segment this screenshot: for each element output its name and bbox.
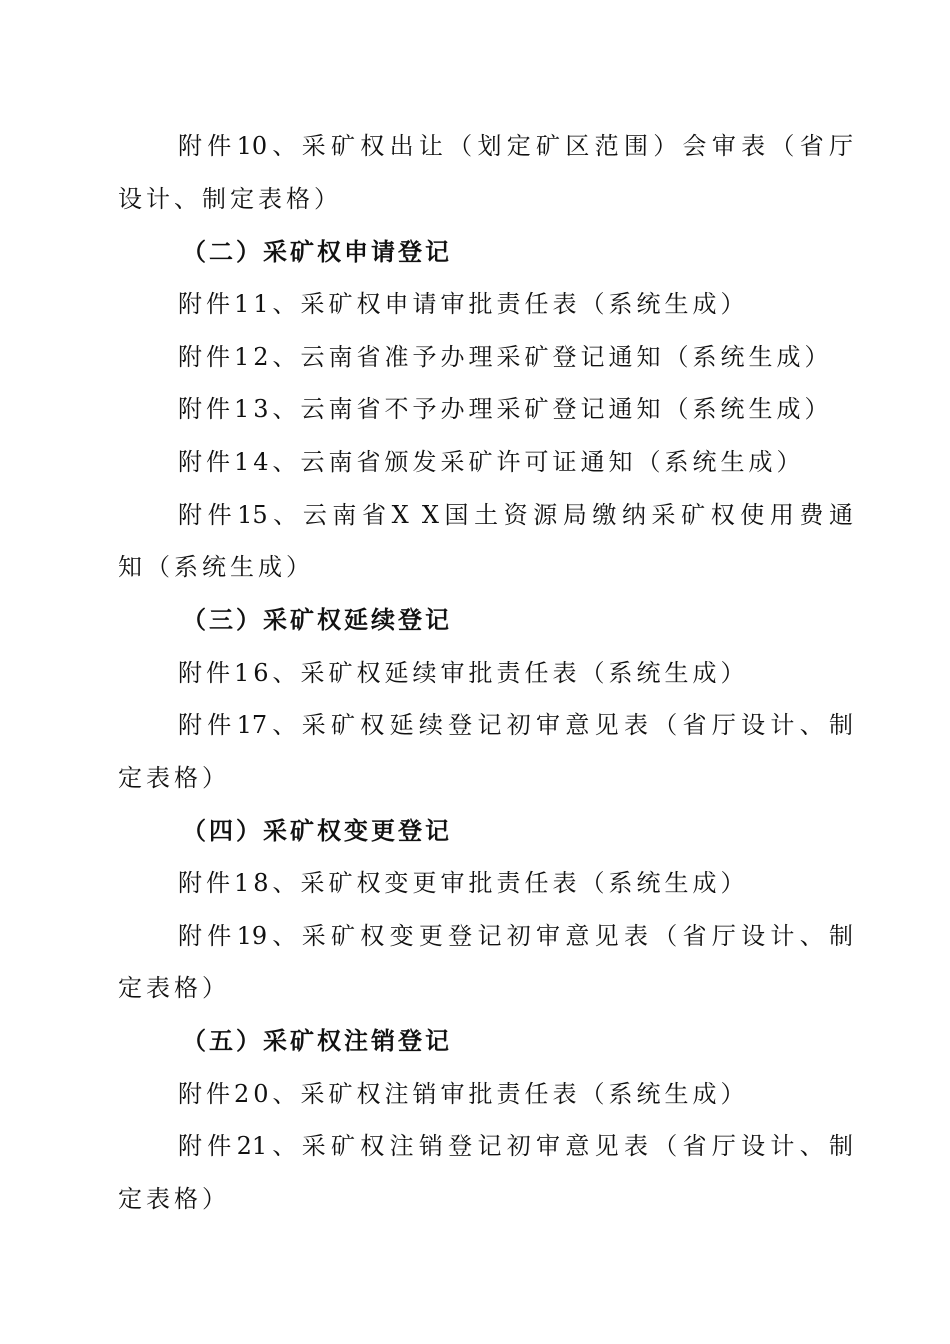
attachment-12-line: 附件12、云南省准予办理采矿登记通知（系统生成） bbox=[178, 343, 833, 371]
attachment-21-line-2: 定表格） bbox=[118, 1185, 230, 1213]
attachment-15-line-1: 附件15、云南省X X国土资源局缴纳采矿权使用费通 bbox=[178, 501, 853, 529]
attachment-16-line: 附件16、采矿权延续审批责任表（系统生成） bbox=[178, 659, 749, 687]
attachment-21-line-1: 附件21、采矿权注销登记初审意见表（省厅设计、制 bbox=[178, 1132, 853, 1160]
section-heading-5: （五）采矿权注销登记 bbox=[182, 1026, 452, 1055]
attachment-17-line-1: 附件17、采矿权延续登记初审意见表（省厅设计、制 bbox=[178, 711, 853, 739]
attachment-14-line: 附件14、云南省颁发采矿许可证通知（系统生成） bbox=[178, 448, 805, 476]
attachment-11-line: 附件11、采矿权申请审批责任表（系统生成） bbox=[178, 290, 749, 318]
attachment-15-line-2: 知（系统生成） bbox=[118, 553, 314, 581]
attachment-10-line-1: 附件10、采矿权出让（划定矿区范围）会审表（省厅 bbox=[178, 132, 853, 160]
attachment-17-line-2: 定表格） bbox=[118, 764, 230, 792]
attachment-18-line: 附件18、采矿权变更审批责任表（系统生成） bbox=[178, 869, 749, 897]
attachment-19-line-2: 定表格） bbox=[118, 974, 230, 1002]
attachment-20-line: 附件20、采矿权注销审批责任表（系统生成） bbox=[178, 1080, 749, 1108]
attachment-19-line-1: 附件19、采矿权变更登记初审意见表（省厅设计、制 bbox=[178, 922, 853, 950]
section-heading-2: （二）采矿权申请登记 bbox=[182, 237, 452, 266]
section-heading-3: （三）采矿权延续登记 bbox=[182, 605, 452, 634]
attachment-13-line: 附件13、云南省不予办理采矿登记通知（系统生成） bbox=[178, 395, 833, 423]
section-heading-4: （四）采矿权变更登记 bbox=[182, 816, 452, 845]
attachment-10-line-2: 设计、制定表格） bbox=[118, 185, 342, 213]
